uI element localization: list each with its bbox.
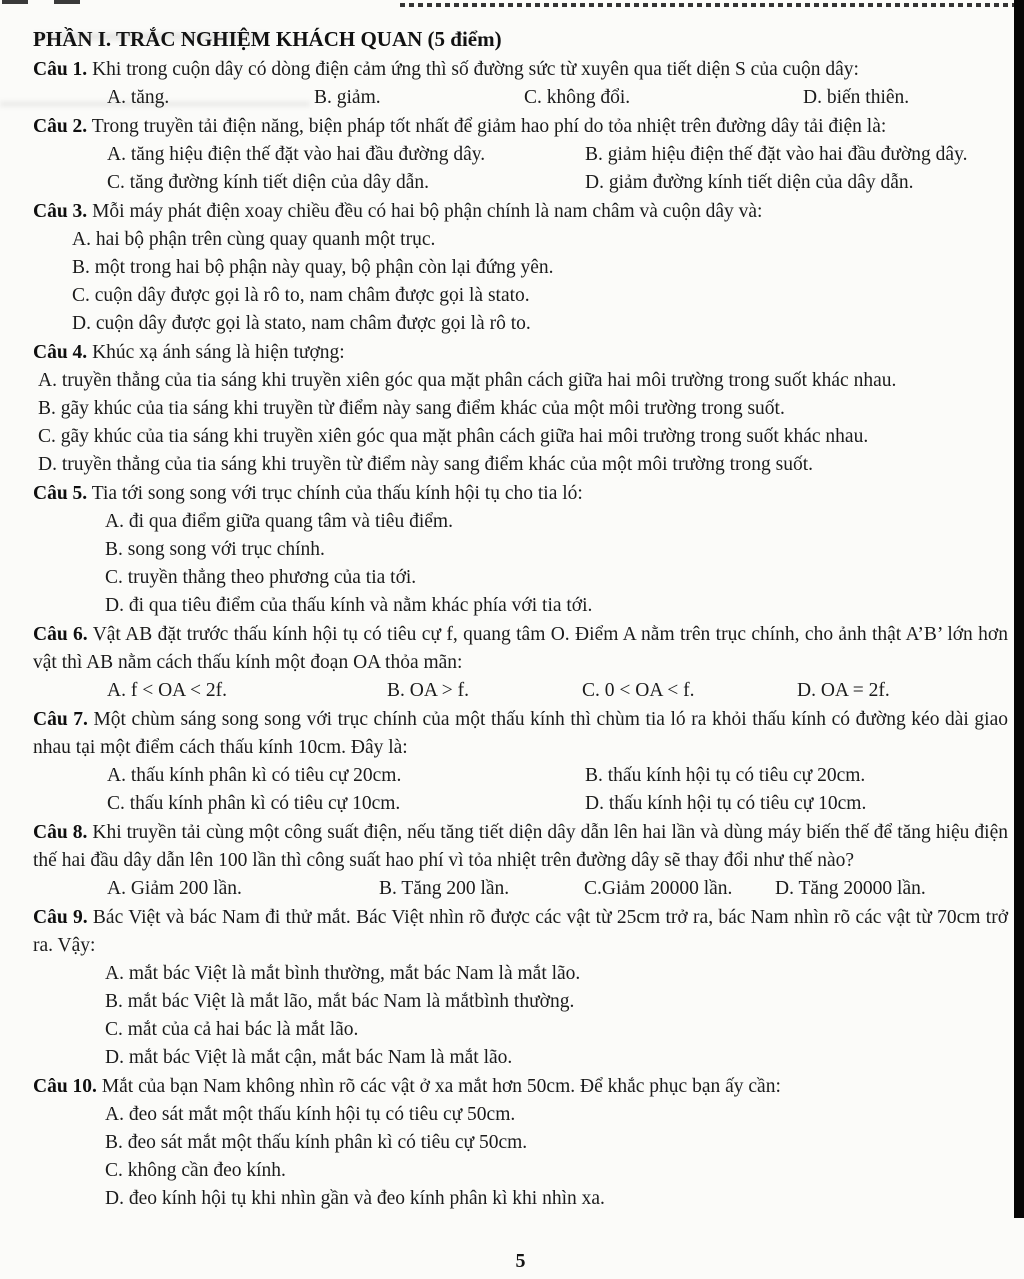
answer-option: B. gãy khúc của tia sáng khi truyền từ điểm này sang điểm khác của một môi trường trong suốt. (38, 398, 785, 419)
answer-option: B. OA > f. (387, 680, 469, 701)
question-number: Câu 2. (33, 116, 88, 137)
answer-option: D. thấu kính hội tụ có tiêu cự 10cm. (585, 793, 867, 814)
question-text (33, 621, 1008, 677)
answer-option: C.Giảm 20000 lần. (584, 878, 733, 899)
question-text (33, 1073, 1008, 1101)
question-block (33, 339, 1008, 479)
answer-option: C. mắt của cả hai bác là mắt lão. (105, 1019, 359, 1040)
answer-option-row (33, 84, 1008, 112)
question-text (33, 904, 1008, 960)
question-block (33, 56, 1008, 112)
answer-option: C. thấu kính phân kì có tiêu cự 10cm. (107, 793, 401, 814)
answer-option-row (33, 141, 1008, 169)
question-number: Câu 7. (33, 709, 88, 730)
answer-option: A. đi qua điểm giữa quang tâm và tiêu điểm. (105, 511, 453, 532)
page-number: 5 (515, 1250, 526, 1272)
answer-option: C. không đổi. (524, 87, 631, 108)
question-block (33, 819, 1008, 903)
question-number: Câu 5. (33, 483, 88, 504)
answer-option-row (33, 790, 1008, 818)
question-block (33, 1073, 1008, 1213)
answer-option: A. Giảm 200 lần. (107, 878, 242, 899)
answer-option: A. mắt bác Việt là mắt bình thường, mắt bác Nam là mắt lão. (105, 963, 581, 984)
question-number: Câu 6. (33, 624, 88, 645)
answer-option: D. biến thiên. (803, 87, 910, 108)
section-heading: PHẦN I. TRẮC NGHIỆM KHÁCH QUAN (5 điểm) (33, 27, 502, 51)
answer-option-row (33, 677, 1008, 705)
answer-option: C. tăng đường kính tiết diện của dây dẫn. (107, 172, 429, 193)
answer-option: C. truyền thẳng theo phương của tia tới. (105, 567, 417, 588)
answer-option: D. giảm đường kính tiết diện của dây dẫn. (585, 172, 914, 193)
answer-option: D. mắt bác Việt là mắt cận, mắt bác Nam là mắt lão. (105, 1047, 513, 1068)
answer-option: A. hai bộ phận trên cùng quay quanh một trục. (72, 229, 436, 250)
question-block (33, 113, 1008, 197)
answer-option: A. tăng hiệu điện thế đặt vào hai đầu đường dây. (107, 144, 486, 165)
question-number: Câu 10. (33, 1076, 97, 1097)
question-stem: Một chùm sáng song song với trục chính của một thấu kính thì chùm tia ló ra khỏi thấu kính có đường kéo dài giao nhau tại một điểm cách thấu kính 10cm. Đây là: (33, 709, 1009, 758)
question-text (33, 819, 1008, 875)
answer-option: A. truyền thẳng của tia sáng khi truyền xiên góc qua mặt phân cách giữa hai môi trường trong suốt khác nhau. (38, 370, 897, 391)
question-number: Câu 4. (33, 342, 88, 363)
question-text (33, 113, 1008, 141)
question-block (33, 198, 1008, 338)
answer-option: C. gãy khúc của tia sáng khi truyền xiên góc qua mặt phân cách giữa hai môi trường trong suốt khác nhau. (38, 426, 869, 447)
answer-option: D. OA = 2f. (797, 680, 890, 701)
question-text (33, 480, 1008, 508)
question-block (33, 621, 1008, 705)
question-number: Câu 9. (33, 907, 88, 928)
question-stem: Bác Việt và bác Nam đi thử mắt. Bác Việt nhìn rõ được các vật từ 25cm trở ra, bác Nam nhìn rõ các vật từ 70cm trở ra. Vậy: (33, 907, 1009, 956)
answer-option: D. truyền thẳng của tia sáng khi truyền từ điểm này sang điểm khác của một môi trường trong suốt. (38, 454, 813, 475)
question-number: Câu 3. (33, 201, 88, 222)
question-text (33, 56, 1008, 84)
answer-option: B. đeo sát mắt một thấu kính phân kì có tiêu cự 50cm. (105, 1132, 528, 1153)
question-stem: Khúc xạ ánh sáng là hiện tượng: (92, 342, 345, 363)
answer-option: A. thấu kính phân kì có tiêu cự 20cm. (107, 765, 402, 786)
answer-option: C. không cần đeo kính. (105, 1160, 286, 1181)
answer-option: D. cuộn dây được gọi là stato, nam châm được gọi là rô to. (72, 313, 531, 334)
answer-option: D. Tăng 20000 lần. (775, 878, 926, 899)
answer-option-row (33, 169, 1008, 197)
answer-option: B. song song với trục chính. (105, 539, 325, 560)
question-block (33, 706, 1008, 818)
answer-option: C. 0 < OA < f. (582, 680, 695, 701)
answer-option: D. đi qua tiêu điểm của thấu kính và nằm khác phía với tia tới. (105, 595, 593, 616)
answer-option: A. tăng. (107, 87, 170, 108)
answer-option: B. giảm. (314, 87, 381, 108)
question-number: Câu 1. (33, 59, 88, 80)
question-text (33, 339, 1008, 367)
question-stem: Khi truyền tải cùng một công suất điện, nếu tăng tiết diện dây dẫn lên hai lần và dùng máy biến thế để tăng hiệu điện thế hai đầu dây dẫn lên 100 lần thì công suất hao phí vì tỏa nhiệt trên đường dây sẽ thay đổi như thế nào? (33, 822, 1008, 871)
question-text (33, 198, 1008, 226)
answer-option: B. mắt bác Việt là mắt lão, mắt bác Nam là mắtbình thường. (105, 991, 575, 1012)
answer-option: B. một trong hai bộ phận này quay, bộ phận còn lại đứng yên. (72, 257, 554, 278)
question-stem: Tia tới song song với trục chính của thấu kính hội tụ cho tia ló: (91, 483, 583, 504)
question-stem: Mỗi máy phát điện xoay chiều đều có hai bộ phận chính là nam châm và cuộn dây và: (92, 201, 763, 222)
answer-option: B. Tăng 200 lần. (379, 878, 510, 899)
question-stem: Mắt của bạn Nam không nhìn rõ các vật ở xa mắt hơn 50cm. Để khắc phục bạn ấy cần: (101, 1076, 781, 1097)
answer-option: D. đeo kính hội tụ khi nhìn gần và đeo kính phân kì khi nhìn xa. (105, 1188, 605, 1209)
answer-option: A. đeo sát mắt một thấu kính hội tụ có tiêu cự 50cm. (105, 1104, 516, 1125)
question-block (33, 480, 1008, 620)
question-number: Câu 8. (33, 822, 88, 843)
answer-option: C. cuộn dây được gọi là rô to, nam châm được gọi là stato. (72, 285, 530, 306)
question-text (33, 706, 1008, 762)
answer-option: B. thấu kính hội tụ có tiêu cự 20cm. (585, 765, 866, 786)
answer-option-row (33, 875, 1008, 903)
answer-option: A. f < OA < 2f. (107, 680, 228, 701)
scan-bleed-artifact (35, 33, 265, 40)
answer-option-row (33, 762, 1008, 790)
question-list (33, 56, 1008, 1213)
question-block (33, 904, 1008, 1072)
question-stem: Vật AB đặt trước thấu kính hội tụ có tiêu cự f, quang tâm O. Điểm A nằm trên trục chính, cho ảnh thật A’B’ lớn hơn vật thì AB nằm cách thấu kính một đoạn OA thỏa mãn: (33, 624, 1008, 673)
answer-option: B. giảm hiệu điện thế đặt vào hai đầu đường dây. (585, 144, 968, 165)
question-stem: Khi trong cuộn dây có dòng điện cảm ứng thì số đường sức từ xuyên qua tiết diện S của cuộn dây: (92, 59, 859, 80)
question-stem: Trong truyền tải điện năng, biện pháp tốt nhất để giảm hao phí do tỏa nhiệt trên đường dây tải điện là: (91, 116, 887, 137)
